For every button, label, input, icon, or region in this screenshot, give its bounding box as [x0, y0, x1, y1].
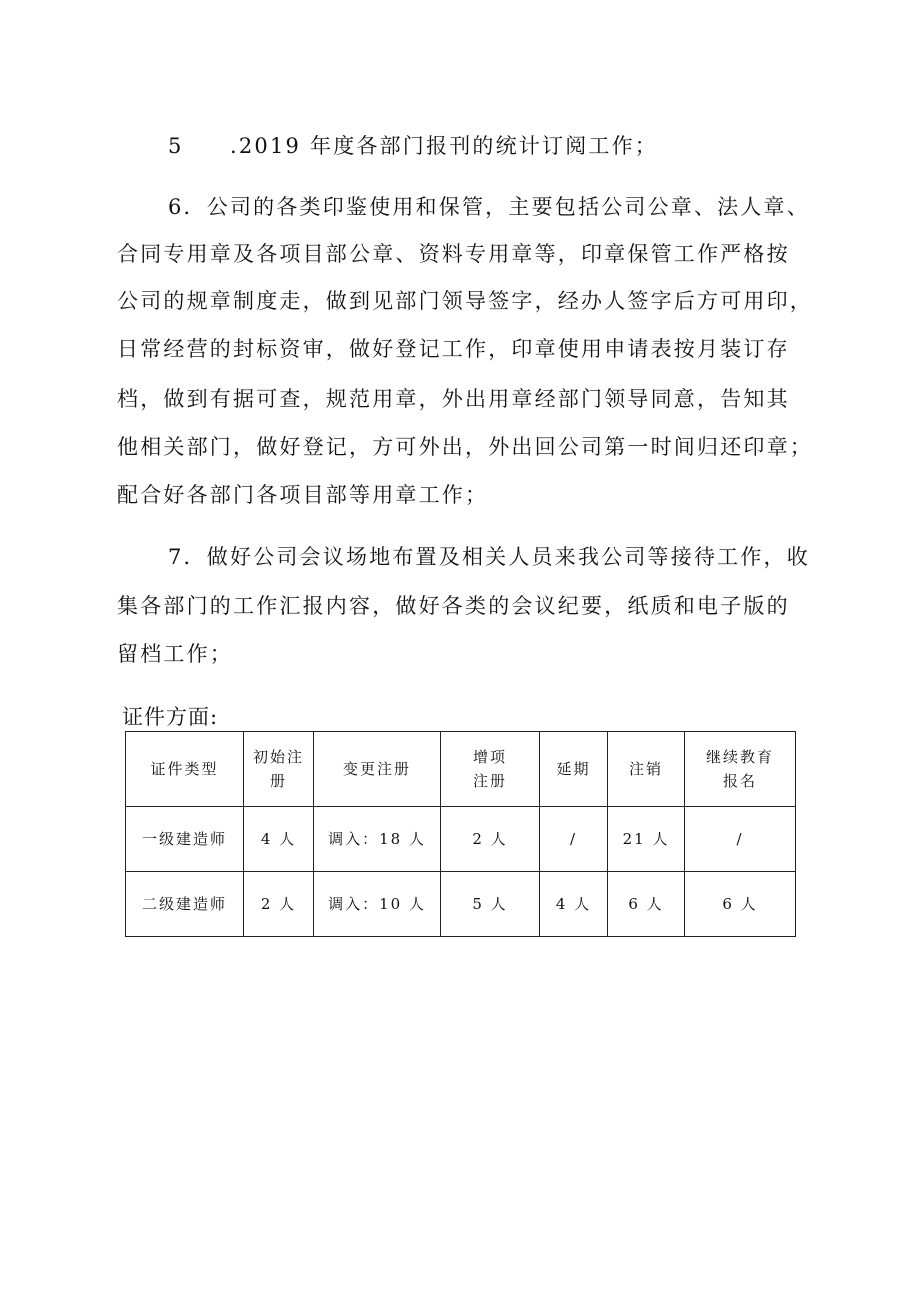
table-cell: 5 人: [441, 872, 540, 937]
table-cell: 21 人: [608, 807, 685, 872]
item-6-line: 档，做到有据可查，规范用章，外出用章经部门领导同意，告知其: [117, 387, 790, 411]
table-header-row: [126, 732, 796, 807]
item-5-text: .2019 年度各部门报刊的统计订阅工作；: [230, 134, 658, 158]
item-6-line: 合同专用章及各项目部公章、资料专用章等，印章保管工作严格按: [117, 242, 790, 266]
table-cell: 一级建造师: [126, 807, 244, 872]
item-7-line: 留档工作；: [117, 642, 233, 666]
item-6-line: 6．公司的各类印鉴使用和保管，主要包括公司公章、法人章、: [168, 195, 810, 219]
item-7-line: 集各部门的工作汇报内容，做好各类的会议纪要，纸质和电子版的: [117, 594, 790, 618]
table-row: [126, 872, 796, 937]
table-cell: 4 人: [244, 807, 314, 872]
certificates-section-label: 证件方面:: [122, 705, 219, 729]
table-cell: 调入：10 人: [314, 872, 441, 937]
header-additional-registration: 增项 注册: [441, 732, 540, 807]
item-6-line: 配合好各部门各项目部等用章工作；: [117, 483, 489, 507]
header-initial-registration: 初始注 册: [244, 732, 314, 807]
header-change-registration: 变更注册: [314, 732, 441, 807]
table-row: [126, 807, 796, 872]
item-7-line: 7．做好公司会议场地布置及相关人员来我公司等接待工作，收: [168, 545, 810, 569]
table-cell: 调入：18 人: [314, 807, 441, 872]
certificates-table: [125, 731, 796, 937]
table-cell: 6 人: [608, 872, 685, 937]
item-6-line: 日常经营的封标资审，做好登记工作，印章使用申请表按月装订存: [117, 337, 790, 361]
table-cell: /: [540, 807, 608, 872]
table-cell: 2 人: [244, 872, 314, 937]
header-extension: 延期: [540, 732, 608, 807]
item-6-line: 他相关部门，做好登记，方可外出，外出回公司第一时间归还印章；: [117, 435, 813, 459]
header-cert-type: 证件类型: [126, 732, 244, 807]
item-6-line: 公司的规章制度走，做到见部门领导签字，经办人签字后方可用印，: [117, 289, 813, 313]
table-cell: 2 人: [441, 807, 540, 872]
paragraph-item-5: [168, 132, 658, 160]
item-5-number: 5: [168, 134, 184, 158]
table-cell: 二级建造师: [126, 872, 244, 937]
table-cell: 4 人: [540, 872, 608, 937]
header-continuing-education: 继续教育 报名: [685, 732, 796, 807]
table-cell: 6 人: [685, 872, 796, 937]
header-cancellation: 注销: [608, 732, 685, 807]
table-cell: /: [685, 807, 796, 872]
